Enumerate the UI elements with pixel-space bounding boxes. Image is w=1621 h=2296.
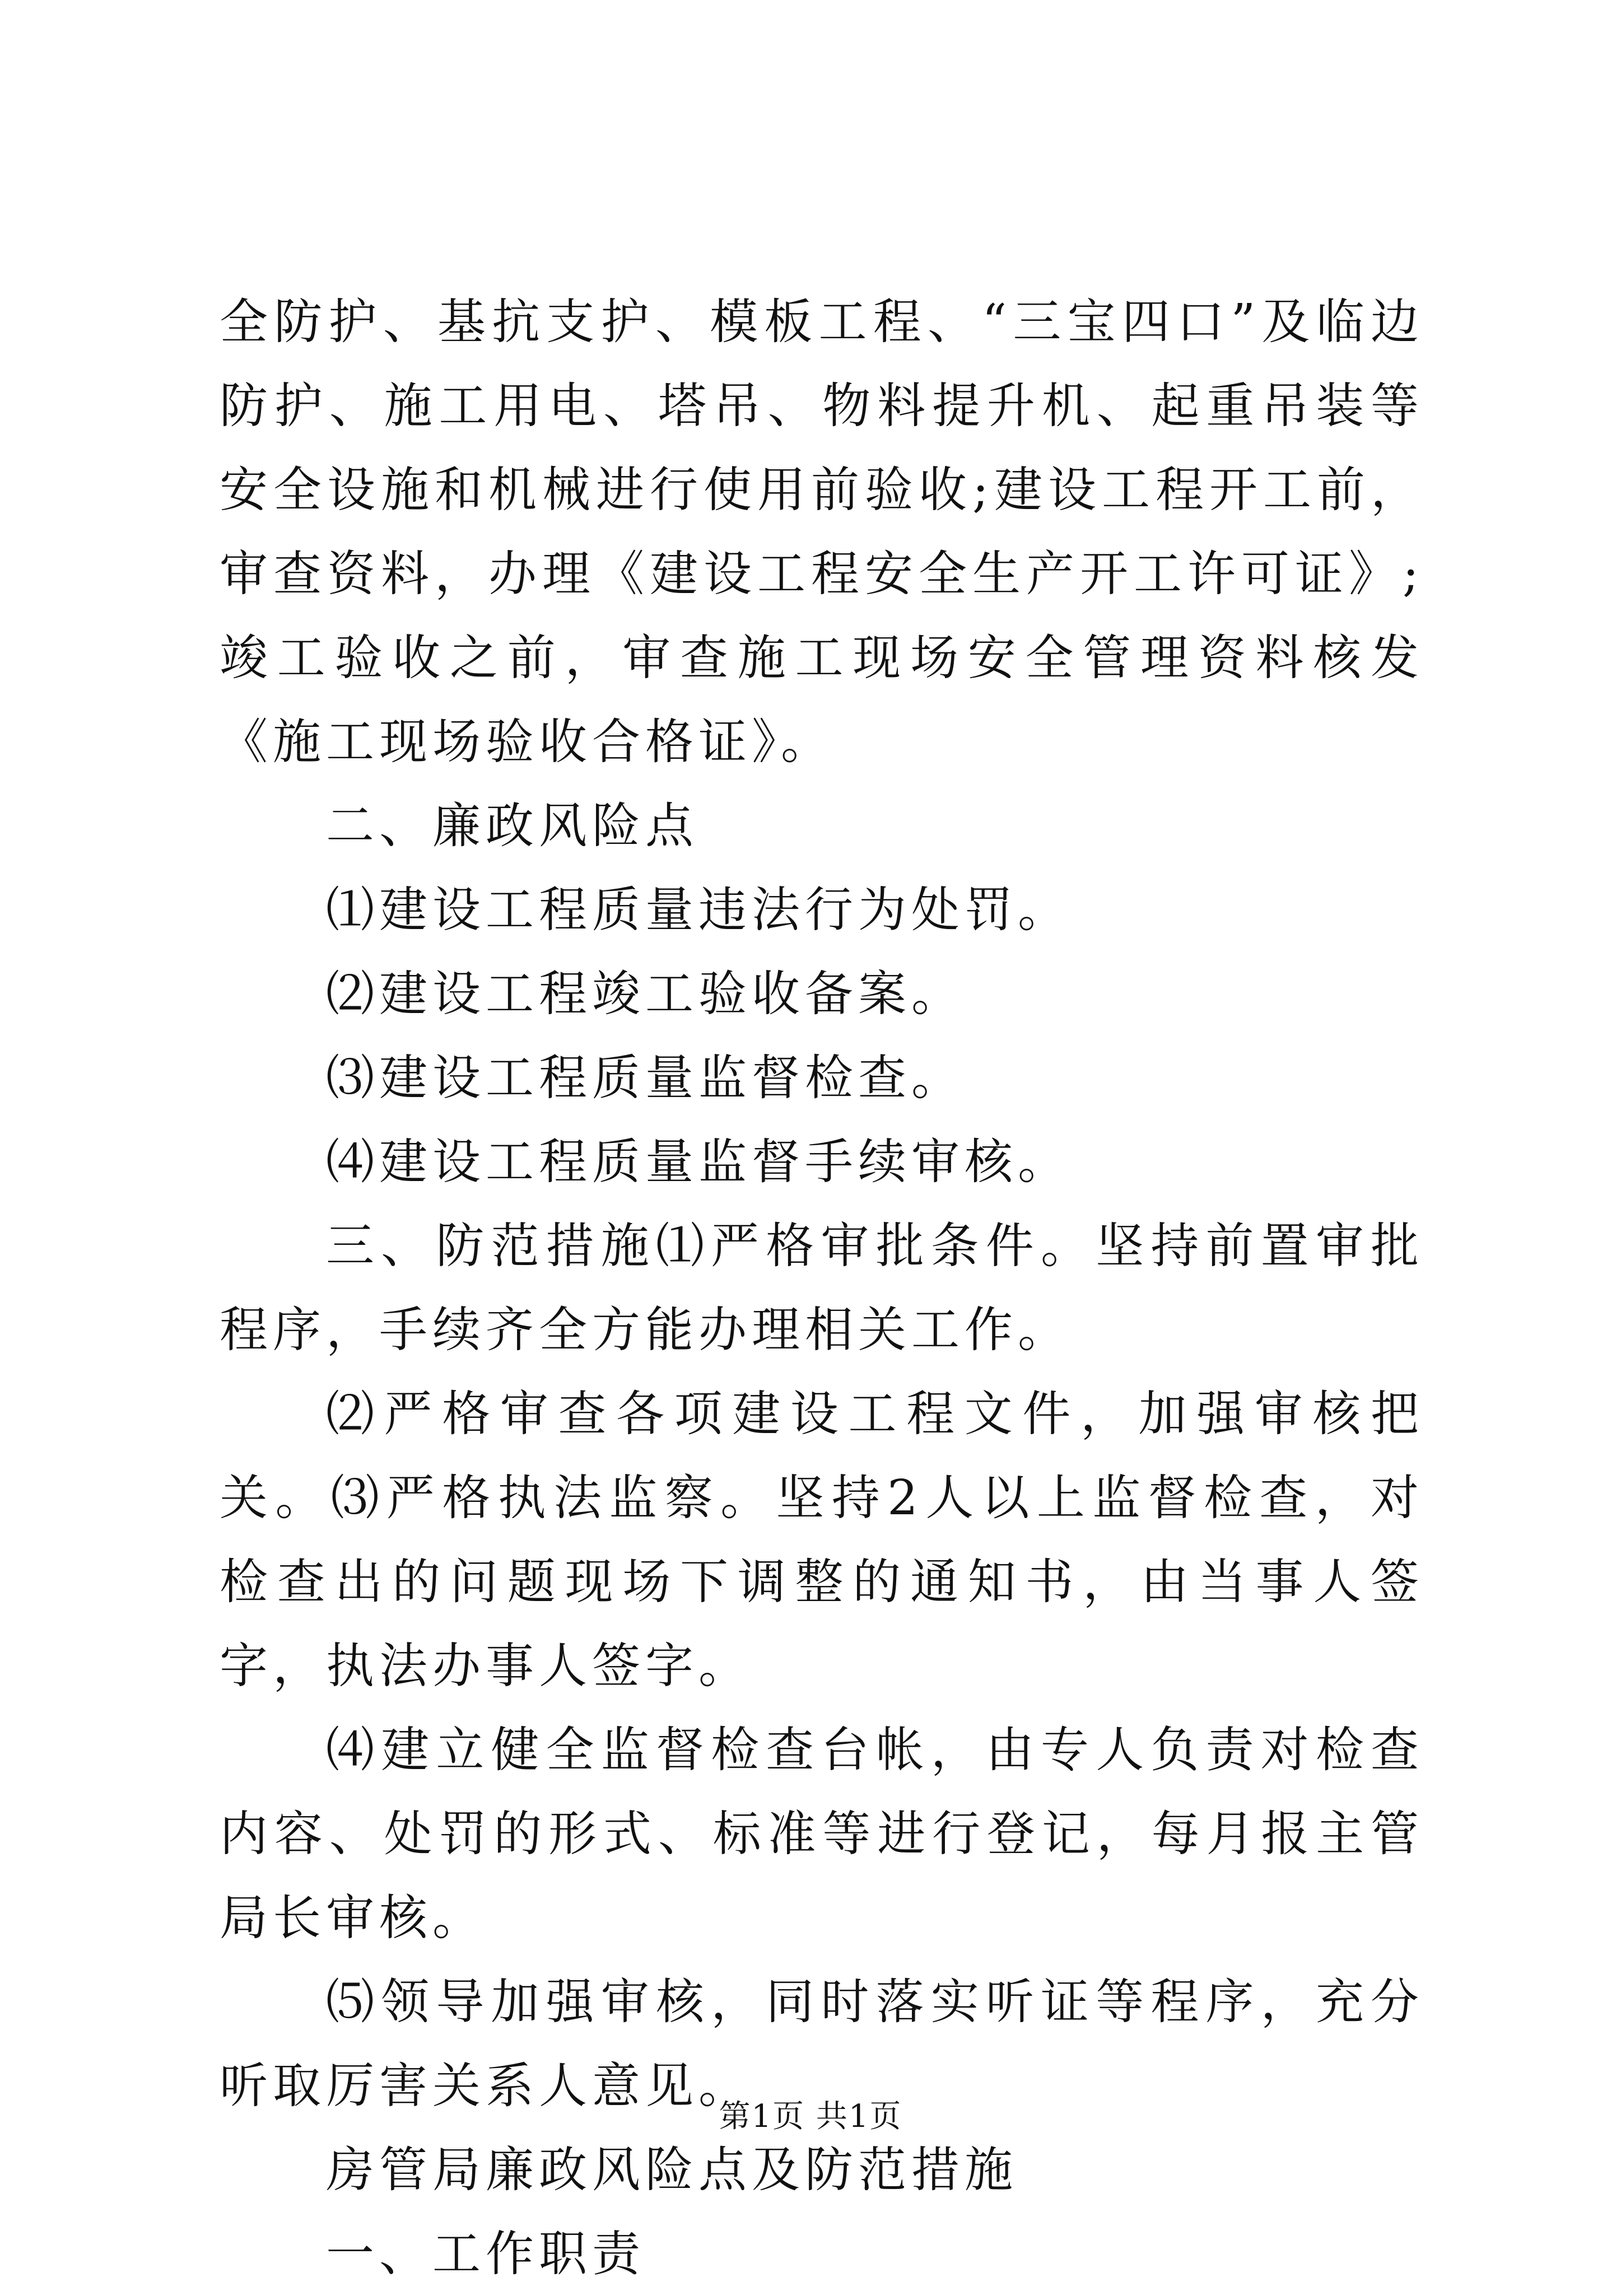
section-title-housing-bureau: 房管局廉政风险点及防范措施 — [326, 2142, 1018, 2198]
section-heading-duties: 一、工作职责 — [326, 2226, 645, 2282]
paragraph-continued: 全防护、基抗支护、模板工程、“三宝四口”及临边防护、施工用电、塔吊、物料提升机、起重吊装等安全设施和机械进行使用前验收;建设工程开工前，审查资料，办理《建设工程安全生产开工许可证》;竣工验收之前，审查施工现场安全管理资料核发《施工现场验收合格证》。 — [220, 294, 1424, 770]
list-item-measure-2-3: ⑵严格审查各项建设工程文件，加强审核把关。⑶严格执法监察。坚持2人以上监督检查，对检查出的问题现场下调整的通知书，由当事人签字，执法办事人签字。 — [220, 1386, 1424, 1694]
document-body — [220, 280, 1424, 2296]
list-item-measure-5: ⑸领导加强审核，同时落实听证等程序，充分听取厉害关系人意见。 — [220, 1974, 1424, 2114]
list-item-risk-2: ⑵建设工程竣工验收备案。 — [326, 966, 965, 1022]
section-heading-risk-points: 二、廉政风险点 — [326, 798, 698, 854]
page-number-footer: 第1页 共1页 — [719, 2098, 902, 2135]
list-item-risk-4: ⑷建设工程质量监督手续审核。 — [326, 1134, 1071, 1190]
list-item-risk-3: ⑶建设工程质量监督检查。 — [326, 1050, 965, 1106]
section-heading-measures: 三、防范措施⑴严格审批条件。坚持前置审批程序，手续齐全方能办理相关工作。 — [220, 1218, 1424, 1358]
list-item-measure-4: ⑷建立健全监督检查台帐，由专人负责对检查内容、处罚的形式、标准等进行登记，每月报主管局长审核。 — [220, 1722, 1424, 1946]
list-item-risk-1: ⑴建设工程质量违法行为处罚。 — [326, 882, 1071, 938]
